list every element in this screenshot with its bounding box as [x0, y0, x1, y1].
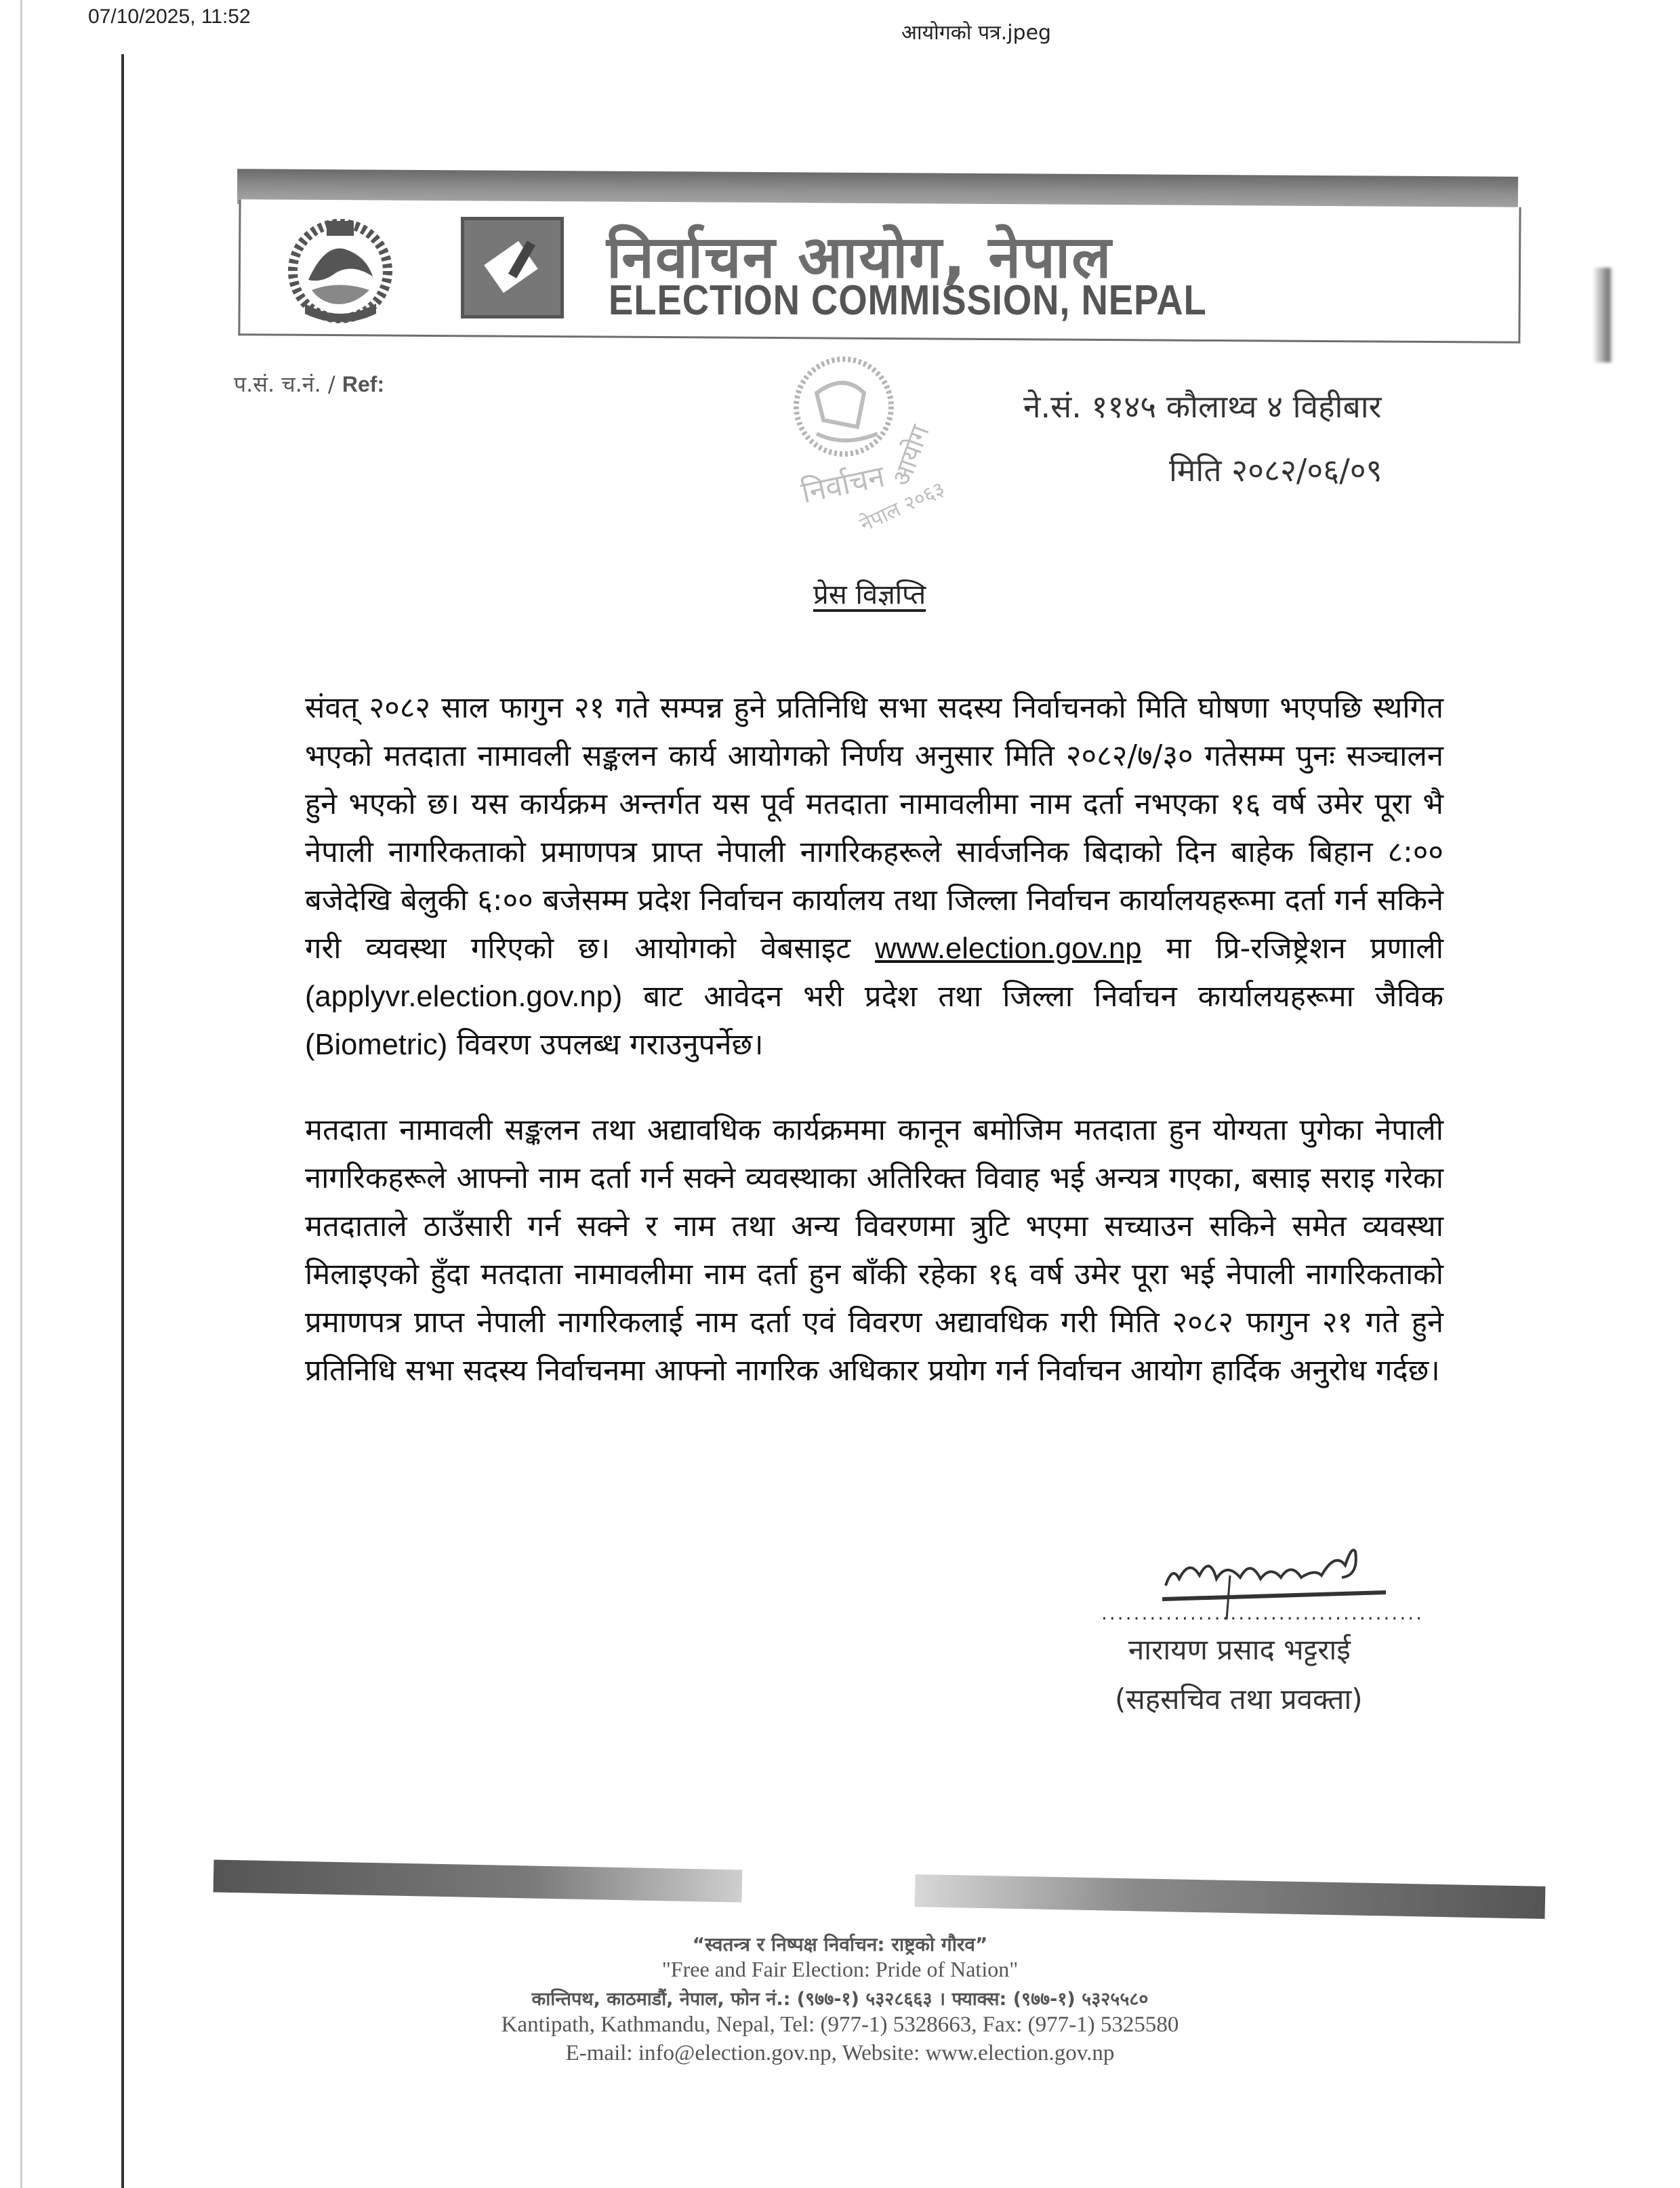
svg-text:नेपाल २०६३: नेपाल २०६३ — [856, 477, 949, 537]
pre-registration-url: (applyvr.election.gov.np) — [305, 981, 623, 1013]
signer-title: (सहसचिव तथा प्रवक्ता) — [1115, 1683, 1363, 1716]
svg-text:आयोग: आयोग — [886, 421, 935, 491]
footer-motto-english: "Free and Fair Election: Pride of Nation" — [661, 1957, 1019, 1981]
para1-text-a: संवत् २०८२ साल फागुन २१ गते सम्पन्न हुने प्रतिनिधि सभा सदस्य निर्वाचनको मिति घोषणा भएपछि स्थगित भएको मतदाता नामावली सङ्कलन कार्य आयोगको निर्णय अनुसार मिति २०८२/७/३० गतेसम्म पुनः सञ्चालन हुने भएको छ। यस कार्यक्रम अन्तर्गत यस पूर्व मतदाता नामावलीमा नाम दर्ता नभएका १६ वर्ष उमेर पूरा भै नेपाली नागरिकताको प्रमाणपत्र प्राप्त नेपाली नागरिकहरूले सार्वजनिक बिदाको दिन बाहेक बिहान ८:०० बजेदेखि बेलुकी ६:०० बजेसम्म प्रदेश निर्वाचन कार्यालय तथा जिल्ला निर्वाचन कार्यालयहरूमा दर्ता गर्न सकिने गरी व्यवस्था गरिएको छ। आयोगको वेबसाइट — [305, 691, 1443, 966]
reference-field — [234, 369, 384, 398]
footer-address-english: Kantipath, Kathmandu, Nepal, Tel: (977-1) 5328663, Fax: (977-1) 5325580 — [501, 2012, 1179, 2037]
para1-text-c: बाट आवेदन भरी प्रदेश तथा जिल्ला निर्वाचन कार्यालयहरूमा जैविक — [622, 980, 1443, 1014]
footer-contact: E-mail: info@election.gov.np, Website: www.election.gov.np — [565, 2041, 1115, 2065]
nepal-emblem-icon — [285, 215, 396, 324]
footer-band-left — [213, 1860, 743, 1903]
office-stamp — [762, 339, 966, 542]
svg-text:निर्वाचन: निर्वाचन — [798, 459, 888, 511]
signer-name: नारायण प्रसाद भट्टराई — [1128, 1633, 1351, 1666]
print-file-name: आयोगको पत्र.jpeg — [901, 21, 1052, 45]
letter-date: मिति २०८२/०६/०९ — [1169, 452, 1382, 489]
signature-dotted-line: ........................................ — [1101, 1602, 1425, 1624]
para1-text-d: विवरण उपलब्ध गराउनुपर्नेछ। — [447, 1028, 764, 1062]
body-paragraph-2: मतदाता नामावली सङ्कलन तथा अद्यावधिक कार्यक्रममा कानून बमोजिम मतदाता हुन योग्यता पुगेका नेपाली नागरिकहरूले आफ्नो नाम दर्ता गर्न सक्ने व्यवस्थाका अतिरिक्त विवाह भई अन्यत्र गएका, बसाइ सराइ गरेका मतदाताले ठाउँसारी गर्न सक्ने र नाम तथा अन्य विवरणमा त्रुटि भएमा सच्याउन सकिने समेत व्यवस्था मिलाइएको हुँदा मतदाता नामावलीमा नाम दर्ता हुन बाँकी रहेका १६ वर्ष उमेर पूरा भई नेपाली नागरिकताको प्रमाणपत्र प्राप्त नेपाली नागरिकलाई नाम दर्ता एवं विवरण अद्यावधिक गरी मिति २०८२ फागुन २१ गते हुने प्रतिनिधि सभा सदस्य निर्वाचनमा आफ्नो नागरिक अधिकार प्रयोग गर्न निर्वाचन आयोग हार्दिक अनुरोध गर्दछ। — [305, 1113, 1443, 1388]
scan-artifact — [1593, 268, 1613, 363]
para1-text-b: मा प्रि-रजिष्ट्रेशन प्रणाली — [1141, 932, 1444, 966]
biometric-term: (Biometric) — [305, 1029, 448, 1061]
margin-rule — [121, 54, 124, 2188]
scan-edge-line — [20, 0, 22, 2188]
print-timestamp: 07/10/2025, 11:52 — [88, 5, 251, 28]
footer-motto-nepali: “स्वतन्त्र र निष्पक्ष निर्वाचन: राष्ट्रको गौरव” — [692, 1933, 988, 1956]
ballot-box-logo-icon — [461, 217, 564, 318]
letterhead-title-english: ELECTION COMMISSION, NEPAL — [609, 277, 1207, 324]
footer-address-nepali: कान्तिपथ, काठमाडौं, नेपाल, फोन नं.: (९७७-१) ५३२८६६३ । फ्याक्स: (९७७-१) ५३२५५८० — [531, 1989, 1149, 2010]
letterhead-title-nepali: निर्वाचन आयोग, नेपाल — [607, 224, 1113, 291]
body-paragraph-1 — [305, 684, 1443, 1069]
reference-label-nepali: प.सं. च.नं. / — [234, 371, 335, 397]
nepal-sambat-date: ने.सं. ११४५ कौलाथ्व ४ विहीबार — [1023, 388, 1382, 425]
website-link[interactable]: www.election.gov.np — [875, 932, 1142, 965]
press-release-heading: प्रेस विज्ञप्ति — [813, 579, 926, 611]
reference-label-english: Ref: — [342, 372, 385, 396]
footer-band-right — [915, 1874, 1546, 1919]
